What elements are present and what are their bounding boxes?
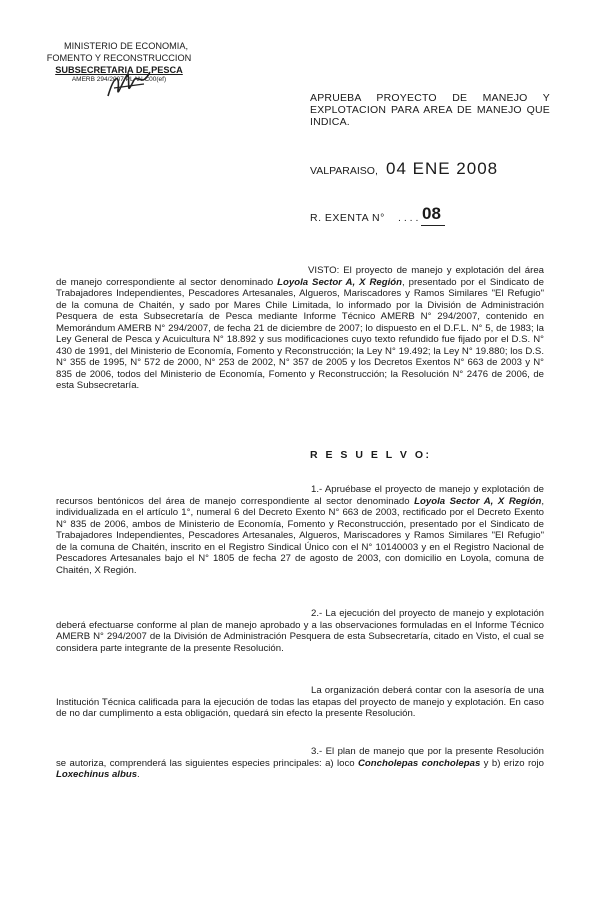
subsecretaria-line: SUBSECRETARIA DE PESCA	[55, 65, 183, 75]
species-erizo: Loxechinus albus	[56, 769, 138, 780]
reference-code: AMERB 294/2007 PLAN C00(ef)	[71, 76, 167, 83]
exenta-label: R. EXENTA N°	[310, 212, 385, 224]
signature-icon	[104, 66, 156, 104]
visto-text-start: VISTO: El proyecto de manejo y explotación del área de manejo correspondiente al sector denominado	[56, 265, 544, 288]
exenta-number: 08	[422, 204, 441, 223]
place-label: VALPARAISO,	[310, 165, 378, 177]
exenta-underline	[421, 225, 445, 226]
resuelvo-heading: R E S U E L V O:	[310, 449, 432, 461]
article-1-sector: Loyola Sector A, X Región	[414, 495, 542, 507]
resolution-title: APRUEBA PROYECTO DE MANEJO Y EXPLOTACION PARA AREA DE MANEJO QUE INDICA.	[310, 92, 550, 128]
visto-sector: Loyola Sector A, X Región	[277, 276, 402, 288]
article-1-rest: , individualizada en el artículo 1°, numeral 6 del Decreto Exento N° 663 de 2003, rectificado por el Decreto Exento N° 835 de 2006, ambos de Ministerio de Economía, Fomento y Reconstrucción, presentado por el Sindicato de Trabajadores Independientes, Pescadores Artesanales, Algueros, Mariscadores y Ramos Similares "El Refugio" de la comuna de Chaitén, inscrito en el Registro Sindical Único con el N° 10140003 y en el Registro Nacional de Pescadores Artesanales bajo el N° 1805 de fecha 27 de agosto de 2003, con domicilio en Loyola, comuna de Chaitén, X Región.	[56, 495, 544, 576]
article-3	[56, 746, 544, 781]
article-1	[56, 484, 544, 576]
article-3-start: 3.- El plan de manejo que por la presente Resolución se autoriza, comprenderá las siguientes especies principales: a) loco	[56, 746, 544, 769]
visto-text-rest: , presentado por el Sindicato de Trabajadores Independientes, Pescadores Artesanales, Algueros, Mariscadores y Ramos Similares "El Refugio" de la comuna de Chaitén, y sado por Mares Chile Limitada, lo informado por la División de Administración Pesquera de esta Subsecretaría de Pesca mediante Informe Técnico AMERB N° 294/2007, contenido en Memorándum AMERB N° 294/2007, de fecha 21 de diciembre de 2007; lo dispuesto en el D.F.L. N° 5, de 1983; la Ley General de Pesca y Acuicultura N° 18.892 y sus modificaciones cuyo texto refundido fue fijado por el D.S. N° 430 de 1991, del Ministerio de Economía, Fomento y Reconstrucción; la Ley N° 19.492; la Ley N° 19.880; los D.S. N° 355 de 1995, N° 572 de 2000, N° 253 de 2002, N° 357 de 2005 y los Decretos Exentos N° 663 de 2003 y N° 835 de 2006, todos del Ministerio de Economía, Fomento y Reconstrucción; la Resolución N° 2476 de 2006, de esta Subsecretaría.	[56, 276, 544, 391]
article-1-start: 1.- Apruébase el proyecto de manejo y explotación de recursos bentónicos del área de manejo correspondiente al sector denominado	[56, 484, 544, 507]
article-2-text: 2.- La ejecución del proyecto de manejo y explotación deberá efectuarse conforme al plan de manejo aprobado y a las observaciones formuladas en el Informe Técnico AMERB N° 294/2007 de la División de Administración Pesquera de esta Subsecretaría, citado en Visto, el cual se considera parte integrante de la presente Resolución.	[56, 608, 544, 654]
resolution-date: 04 ENE 2008	[386, 159, 499, 178]
exenta-dots: . . . .	[398, 212, 419, 224]
article-3-end: .	[137, 769, 140, 780]
ministry-line-1: MINISTERIO DE ECONOMIA,	[63, 41, 189, 51]
article-2-note-text: La organización deberá contar con la asesoría de una Institución Técnica calificada para la ejecución de todas las etapas del proyecto de manejo y explotación. En caso de no dar cumplimento a esta obligación, quedará sin efecto la presente Resolución.	[56, 685, 544, 719]
species-loco: Concholepas concholepas	[358, 757, 481, 769]
article-3-mid: y b) erizo rojo	[480, 757, 544, 769]
ministry-line-2: FOMENTO Y RECONSTRUCCION	[46, 53, 192, 63]
article-2-note	[56, 685, 544, 720]
visto-paragraph	[56, 265, 544, 392]
article-2	[56, 608, 544, 654]
